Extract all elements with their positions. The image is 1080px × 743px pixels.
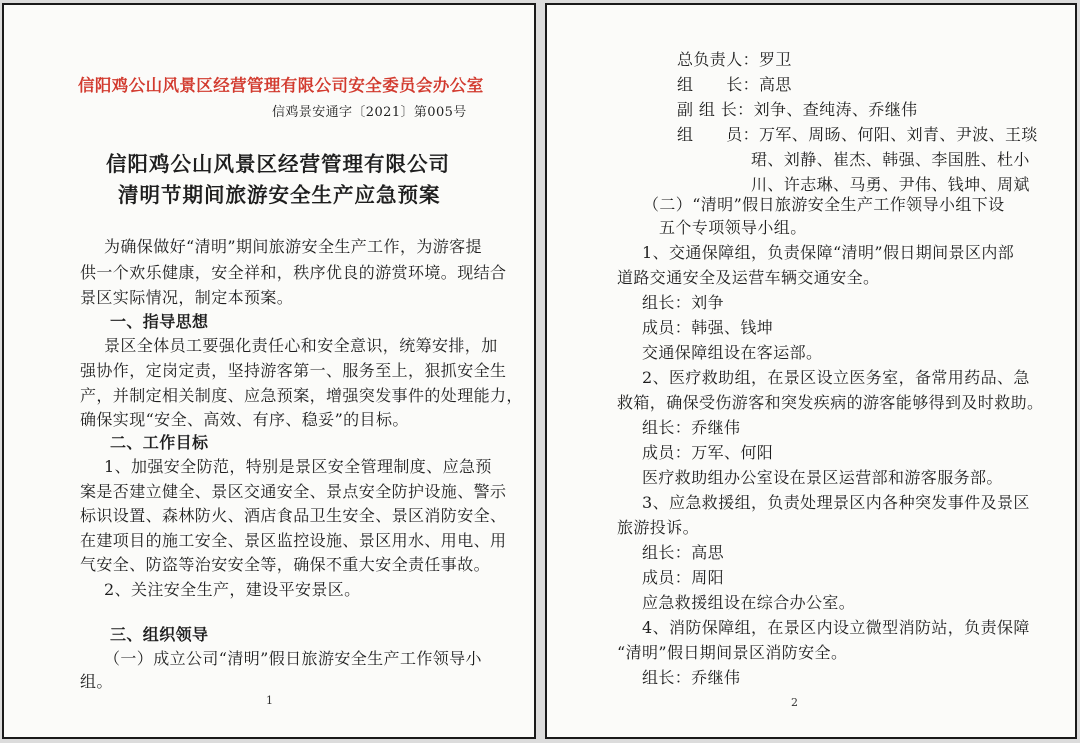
text-line: 景区实际情况，制定本预案。	[80, 288, 294, 307]
section-heading: 三、组织领导	[110, 625, 209, 644]
issuer-header: 信阳鸡公山风景区经营管理有限公司安全委员会办公室	[78, 76, 484, 95]
text-line: 组长：刘争	[642, 293, 725, 312]
text-line: 气安全、防盗等治安安全等，确保不重大安全责任事故。	[80, 555, 491, 574]
text-line: 标识设置、森林防火、酒店食品卫生安全、景区消防安全、	[80, 506, 507, 525]
document-page-2	[545, 3, 1077, 739]
text-line: 珺、刘静、崔杰、韩强、李国胜、杜小	[751, 150, 1030, 169]
text-line: 救箱，确保受伤游客和突发疾病的游客能够得到及时救助。	[617, 393, 1044, 412]
text-line: 总负责人：罗卫	[677, 50, 792, 69]
text-line: 道路交通安全及运营车辆交通安全。	[617, 268, 880, 287]
text-line: 1、交通保障组，负责保障“清明”假日期间景区内部	[642, 243, 1015, 262]
text-line: 组 员：万军、周旸、何阳、刘青、尹波、王琰	[677, 125, 1038, 144]
text-line: 交通保障组设在客运部。	[642, 343, 823, 362]
document-title-line2: 清明节期间旅游安全生产应急预案	[118, 183, 441, 207]
document-number: 信鸡景安通字〔2021〕第005号	[272, 105, 467, 120]
page-number: 2	[791, 696, 799, 709]
text-line: 确保实现“安全、高效、有序、稳妥”的目标。	[80, 410, 409, 429]
text-line: 组。	[80, 672, 113, 691]
text-line: 供一个欢乐健康，安全祥和，秩序优良的游赏环境。现结合	[80, 263, 507, 282]
document-title-line1: 信阳鸡公山风景区经营管理有限公司	[106, 152, 450, 176]
text-line: 川、许志琳、马勇、尹伟、钱坤、周斌	[751, 175, 1030, 194]
text-line: 3、应急救援组，负责处理景区内各种突发事件及景区	[642, 493, 1030, 512]
text-line: 五个专项领导小组。	[659, 218, 807, 237]
section-heading: 一、指导思想	[110, 312, 209, 331]
text-line: 成员：韩强、钱坤	[642, 318, 774, 337]
text-line: 强协作，定岗定责，坚持游客第一、服务至上，狠抓安全生	[80, 361, 507, 380]
text-line: （一）成立公司“清明”假日旅游安全生产工作领导小	[104, 649, 482, 668]
text-line: 4、消防保障组，在景区内设立微型消防站，负责保障	[642, 618, 1030, 637]
text-line: 1、加强安全防范，特别是景区安全管理制度、应急预	[104, 457, 492, 476]
text-line: 2、关注安全生产，建设平安景区。	[104, 580, 361, 599]
text-line: 景区全体员工要强化责任心和安全意识，统筹安排，加	[104, 336, 498, 355]
section-heading: 二、工作目标	[110, 433, 209, 452]
text-line: 组长：高思	[642, 543, 725, 562]
text-line: 副 组 长：刘争、查纯涛、乔继伟	[677, 100, 918, 119]
text-line: 组 长：高思	[677, 75, 792, 94]
text-line: “清明”假日期间景区消防安全。	[617, 643, 848, 662]
text-line: 为确保做好“清明”期间旅游安全生产工作，为游客提	[104, 237, 482, 256]
text-line: 医疗救助组办公室设在景区运营部和游客服务部。	[642, 468, 1003, 487]
document-page-1	[2, 3, 536, 739]
text-line: 产，并制定相关制度、应急预案，增强突发事件的处理能力，	[80, 386, 523, 405]
text-line: 案是否建立健全、景区交通安全、景点安全防护设施、警示	[80, 482, 507, 501]
text-line: 组长：乔继伟	[642, 418, 741, 437]
text-line: 旅游投诉。	[617, 518, 700, 537]
page-number: 1	[266, 694, 274, 707]
text-line: （二）“清明”假日旅游安全生产工作领导小组下设	[643, 195, 1005, 214]
text-line: 组长：乔继伟	[642, 668, 741, 687]
text-line: 2、医疗救助组，在景区设立医务室，备常用药品、急	[642, 368, 1030, 387]
text-line: 成员：万军、何阳	[642, 443, 774, 462]
text-line: 成员：周阳	[642, 568, 725, 587]
text-line: 在建项目的施工安全、景区监控设施、景区用水、用电、用	[80, 531, 507, 550]
text-line: 应急救援组设在综合办公室。	[642, 593, 856, 612]
